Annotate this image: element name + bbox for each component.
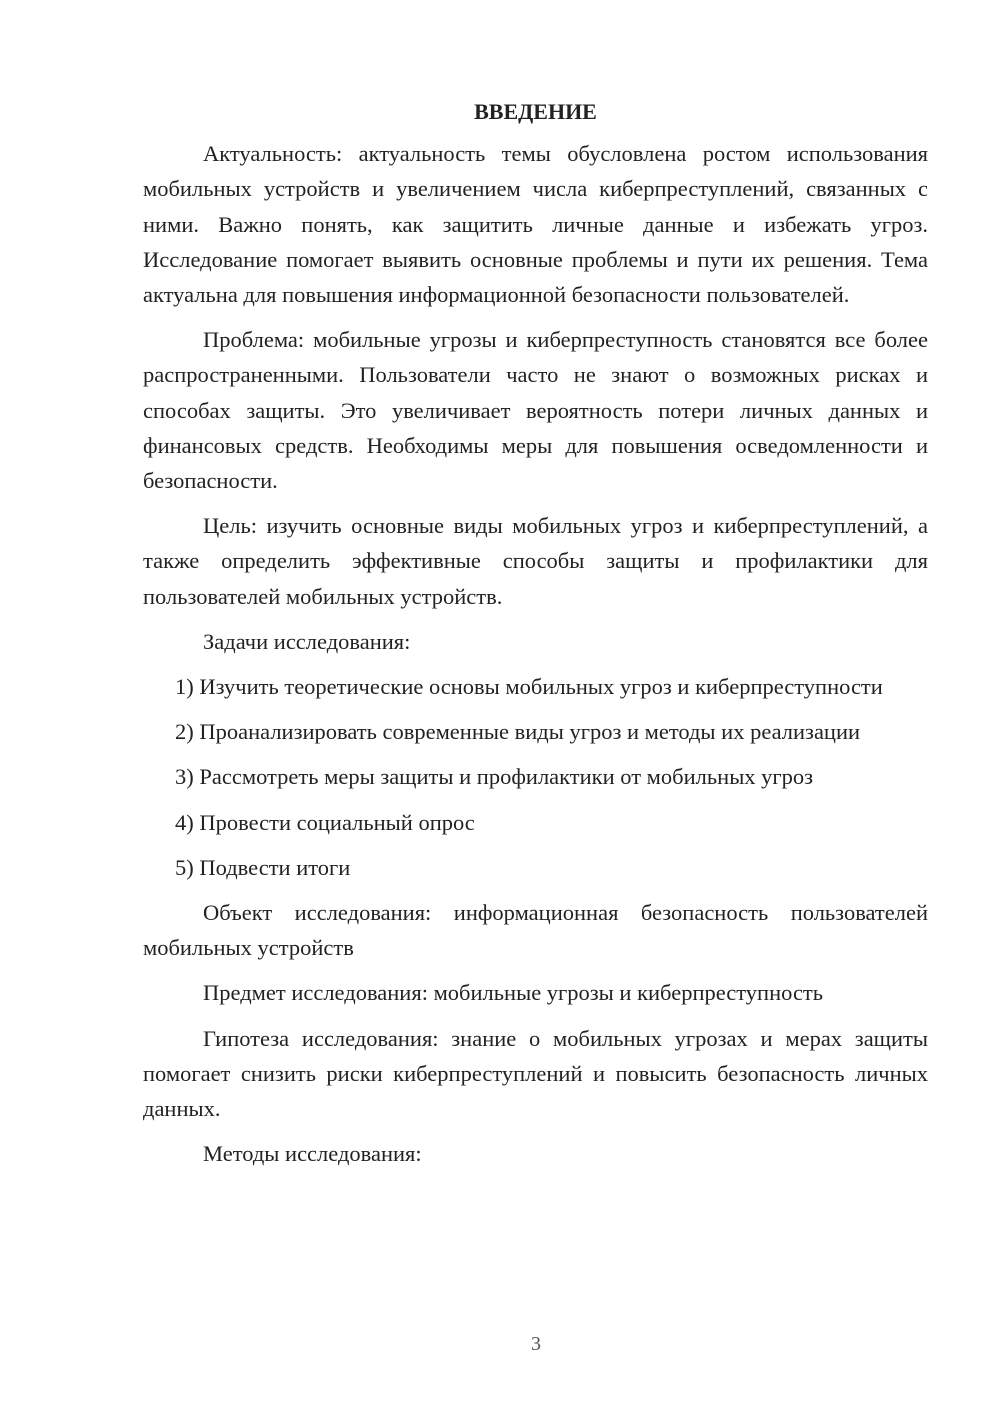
list-item: 2) Проанализировать современные виды угроз и методы их реализации [175,719,861,745]
page-number: 3 [531,1333,541,1355]
list-item: 4) Провести социальный опрос [175,809,475,835]
document-body [143,94,928,1181]
paragraph-object: Объект исследования: информационная безопасность пользователей мобильных устройств [143,900,928,961]
list-item: 1) Изучить теоретические основы мобильных угроз и киберпреступности [175,674,883,700]
paragraph-subject: Предмет исследования: мобильные угрозы и киберпреступность [203,980,824,1006]
tasks-list [143,669,928,885]
paragraph-relevance: Актуальность: актуальность темы обусловлена ростом использования мобильных устройств и увеличением числа киберпреступлений, связанных с ними. Важно понять, как защитить личные данные и избежать угроз. Исследование помогает выявить основные проблемы и пути их решения. Тема актуальна для повышения информационной безопасности пользователей. [143,141,928,308]
list-item: 3) Рассмотреть меры защиты и профилактики от мобильных угроз [175,764,814,790]
section-title: ВВЕДЕНИЕ [474,99,597,124]
list-item: 5) Подвести итоги [175,854,351,880]
paragraph-goal: Цель: изучить основные виды мобильных угроз и киберпреступлений, а также определить эффективные способы защиты и профилактики для пользователей мобильных устройств. [143,513,928,609]
methods-heading: Методы исследования: [203,1141,422,1167]
paragraph-problem: Проблема: мобильные угрозы и киберпреступность становятся все более распространенными. Пользователи часто не знают о возможных рисках и способах защиты. Это увеличивает вероятность потери личных данных и финансовых средств. Необходимы меры для повышения осведомленности и безопасности. [143,327,928,494]
paragraph-hypothesis: Гипотеза исследования: знание о мобильных угрозах и мерах защиты помогает снизить риски киберпреступлений и повысить безопасность личных данных. [143,1025,928,1122]
tasks-heading: Задачи исследования: [203,628,411,654]
